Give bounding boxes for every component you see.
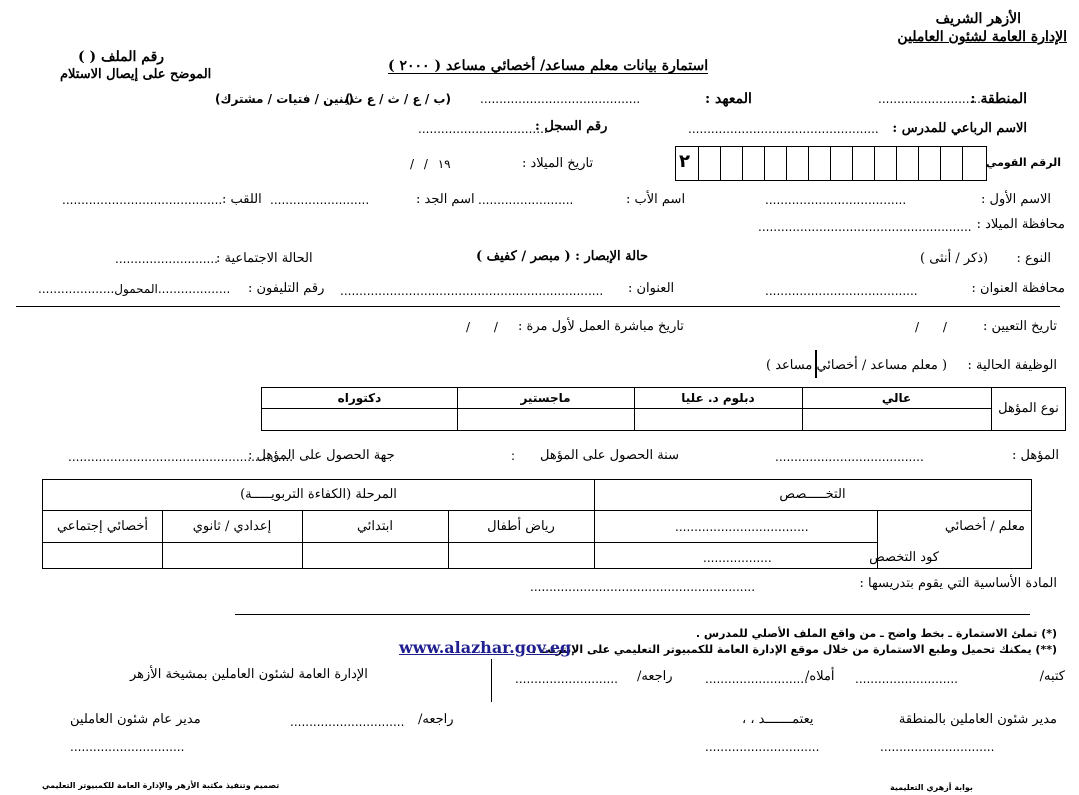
stage-header: المرحلة (الكفاءة التربويـــــة)	[240, 487, 397, 502]
teacher-specialist-label: معلم / أخصائي	[944, 519, 1025, 534]
marital-status-field[interactable]: ...........................	[115, 252, 218, 266]
stage-prep-secondary: إعدادي / ثانوي	[192, 519, 272, 534]
address-governorate-field[interactable]: ........................................	[765, 284, 918, 298]
birth-governorate-label: محافظة الميلاد :	[976, 217, 1065, 232]
qual-col-doctorate: دكتوراه	[337, 391, 382, 405]
qual-col-masters: ماجستير	[520, 391, 571, 405]
qual-type-label-cell	[991, 387, 1066, 431]
main-subject-field[interactable]: ...........................................................	[530, 580, 756, 594]
institute-label: المعهد :	[705, 91, 752, 107]
father-name-field[interactable]: .........................	[478, 193, 574, 207]
region-manager-signature[interactable]: ..............................	[880, 740, 995, 754]
school-gender-options: (بنين / فتيات / مشترك)	[215, 92, 354, 106]
national-id-box[interactable]	[675, 146, 987, 181]
note-1: (*) تملئ الاستمارة ـ بخط واضح ـ من واقع الملف الأصلي للمدرس .	[695, 627, 1057, 640]
stage-primary: ابتدائي	[356, 519, 394, 534]
portal-credit: بوابة أزهري التعليمية	[890, 783, 973, 792]
qual-table	[261, 387, 992, 431]
appointment-date-label: تاريخ التعيين :	[982, 319, 1057, 334]
file-number-label: رقم الملف ( )	[78, 49, 165, 65]
first-name-field[interactable]: .....................................	[765, 193, 907, 207]
registry-number-label: رقم السجل :	[535, 119, 608, 134]
qual-source-label: جهة الحصول على المؤهل :	[248, 448, 395, 463]
sight-status[interactable]: حالة الإبصار : ( مبصر / كفيف )	[476, 249, 649, 264]
reviewed2-label: راجعه/	[418, 712, 454, 727]
full-name-field[interactable]: ..................................................	[688, 122, 879, 136]
dept-name: الإدارة العامة لشئون العاملين	[897, 29, 1067, 45]
org-name: الأزهر الشريف	[935, 11, 1021, 27]
birth-date-field[interactable]: / / ١٩	[410, 157, 451, 171]
address-label: العنوان :	[628, 281, 675, 296]
national-id-digit-1: ٢	[679, 151, 690, 172]
main-subject-label: المادة الأساسية التي يقوم بتدريسها :	[859, 576, 1057, 591]
reviewed2-field[interactable]: ..............................	[290, 715, 405, 729]
text-cursor	[815, 350, 817, 378]
region-field[interactable]: ...........................	[878, 92, 981, 106]
stage-options: (ب / ع / ث / ع ث)	[345, 92, 451, 106]
general-dept-title: الإدارة العامة لشئون العاملين بمشيخة الأزهر	[130, 667, 368, 682]
qual-year-colon: :	[511, 449, 516, 463]
section-divider-1	[16, 306, 1060, 307]
footer-divider	[491, 659, 492, 702]
current-job-label: الوظيفة الحالية :	[967, 358, 1057, 373]
specialization-table	[42, 479, 1032, 569]
phone-field[interactable]: ...................المحمول....................	[38, 282, 231, 296]
current-job-options[interactable]: ( معلم مساعد / أخصائي مساعد )	[766, 358, 948, 373]
file-number-note: الموضح على إيصال الاستلام	[60, 67, 212, 82]
marital-status-label: الحالة الاجتماعية :	[216, 251, 313, 266]
section-divider-2	[235, 614, 1030, 615]
appointment-date-field[interactable]: / /	[915, 320, 947, 334]
qualification-field[interactable]: .......................................	[775, 450, 924, 464]
start-date-label: تاريخ مباشرة العمل لأول مرة :	[518, 319, 684, 334]
reviewed-label: راجعه/	[637, 669, 673, 684]
general-manager-label: مدير عام شئون العاملين	[70, 712, 201, 727]
reviewed-field[interactable]: ...........................	[515, 672, 618, 686]
start-date-field[interactable]: / /	[466, 320, 498, 334]
spec-header: التخـــــصص	[779, 487, 846, 502]
design-credit: تصميم وتنفيذ مكتبة الأزهر والإدارة العامة للكمبيوتر التعليمي	[42, 781, 280, 790]
birth-governorate-field[interactable]: ........................................................	[758, 220, 972, 234]
qual-year-label: سنة الحصول على المؤهل	[540, 448, 679, 463]
address-governorate-label: محافظة العنوان :	[971, 281, 1065, 296]
qualification-label: المؤهل :	[1011, 448, 1059, 463]
spec-code-label: كود التخصص	[869, 550, 939, 565]
region-manager-label: مدير شئون العاملين بالمنطقة	[898, 712, 1057, 727]
qual-type-label: نوع المؤهل	[998, 401, 1059, 416]
surname-label: اللقب :	[222, 192, 262, 207]
teacher-specialist-field[interactable]: ...................................	[675, 520, 809, 534]
first-name-label: الاسم الأول :	[981, 192, 1051, 207]
writer-label: كتبه/	[1039, 669, 1065, 684]
dictated-field[interactable]: ...........................	[705, 672, 808, 686]
birth-date-label: تاريخ الميلاد :	[522, 156, 594, 171]
gender-label: النوع :	[1016, 251, 1051, 266]
form-title: استمارة بيانات معلم مساعد/ أخصائي مساعد ( ٢٠٠٠ )	[388, 58, 709, 74]
stage-social-specialist: أخصائي إجتماعي	[56, 519, 149, 534]
qual-col-higher: عالي	[881, 391, 912, 405]
spec-code-field[interactable]: ..................	[703, 551, 772, 565]
approval-label: يعتمـــــــد ، ،	[742, 712, 814, 727]
dictated-label: أملاه/	[805, 669, 835, 684]
surname-field[interactable]: ..........................................	[62, 193, 223, 207]
father-name-label: اسم الأب :	[626, 192, 686, 207]
grandfather-name-field[interactable]: ..........................	[270, 193, 370, 207]
address-field[interactable]: .....................................................................	[340, 284, 604, 298]
stage-kindergarten: رياض أطفال	[487, 519, 555, 534]
website-link[interactable]: www.alazhar.gov.eg	[399, 638, 572, 657]
region-label: المنطقة :	[970, 91, 1027, 107]
qual-source-field[interactable]: ...........................................................	[68, 450, 294, 464]
qual-col-diploma: دبلوم د. عليا	[681, 391, 755, 405]
full-name-label: الاسم الرباعي للمدرس :	[892, 121, 1027, 136]
approval-signature[interactable]: ..............................	[705, 740, 820, 754]
grandfather-name-label: اسم الجد :	[416, 192, 475, 207]
gender-options[interactable]: (ذكر / أنثى )	[920, 251, 989, 266]
institute-field[interactable]: ..........................................	[480, 92, 641, 106]
writer-field[interactable]: ...........................	[855, 672, 958, 686]
national-id-label: الرقم القومي	[985, 156, 1061, 169]
general-manager-signature[interactable]: ..............................	[70, 740, 185, 754]
phone-label: رقم التليفون :	[248, 281, 325, 296]
registry-number-field[interactable]: ..................................	[418, 122, 548, 136]
note-2: (**) يمكنك تحميل وطبع الاستمارة من خلال موقع الإدارة العامة للكمبيوتر التعليمي على الإنترنت :	[531, 643, 1057, 656]
